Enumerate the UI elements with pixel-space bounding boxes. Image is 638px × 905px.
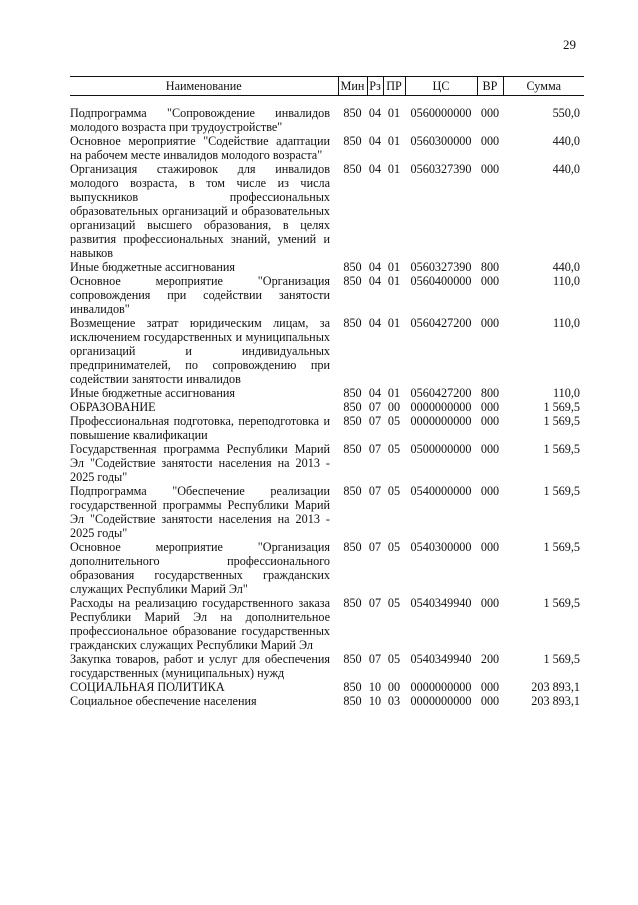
row-vr: 000 [480,274,500,288]
table-row [70,162,584,260]
row-name: Иные бюджетные ассигнования [70,386,236,400]
row-vr: 000 [480,442,500,456]
row-min: 850 [343,694,362,708]
row-sum: 440,0 [552,134,580,148]
row-name: Профессиональная подготовка, переподготовка и повышение квалификации [70,414,330,442]
row-name: Основное мероприятие "Организация сопровождения при содействии занятости инвалидов" [70,274,330,316]
row-name: Расходы на реализацию государственного заказа Республики Марий Эл на дополнительное профессиональное образование государственных гражданских служащих Республики Марий Эл [70,596,330,652]
row-cs: 0540300000 [410,540,472,554]
row-min: 850 [343,596,362,610]
row-vr: 000 [480,694,500,708]
row-name: Возмещение затрат юридическим лицам, за исключением государственных и муниципальных организаций и индивидуальных предпринимателей, по сопровождению при содействии занятости инвалидов [70,316,330,386]
row-name: Основное мероприятие "Содействие адаптации на рабочем месте инвалидов молодого возраста" [70,134,330,162]
row-pr: 01 [387,162,401,176]
row-rz: 04 [368,274,382,288]
table-row [70,316,584,386]
row-rz: 04 [368,260,382,274]
row-min: 850 [343,274,362,288]
row-rz: 07 [368,414,382,428]
row-pr: 00 [387,680,401,694]
row-name: Подпрограмма "Сопровождение инвалидов молодого возраста при трудоустройстве" [70,106,330,134]
row-rz: 04 [368,386,382,400]
row-pr: 01 [387,134,401,148]
table-row [70,260,584,274]
header-pr: ПР [383,77,405,96]
row-min: 850 [343,442,362,456]
page-number: 29 [563,37,576,52]
table-row [70,596,584,652]
row-cs: 0560300000 [410,134,472,148]
row-cs: 0560327390 [410,162,472,176]
table-row [70,540,584,596]
row-pr: 05 [387,596,401,610]
header-name: Наименование [70,77,338,96]
row-name: Иные бюджетные ассигнования [70,260,236,274]
row-rz: 07 [368,484,382,498]
table-row [70,442,584,484]
row-sum: 1 569,5 [543,540,580,554]
row-rz: 07 [368,400,382,414]
row-cs: 0560427200 [410,386,472,400]
row-min: 850 [343,680,362,694]
table-row [70,134,584,162]
table-row [70,484,584,540]
row-rz: 04 [368,162,382,176]
table-header-row [70,77,584,96]
row-min: 850 [343,652,362,666]
row-sum: 1 569,5 [543,596,580,610]
row-min: 850 [343,414,362,428]
row-pr: 00 [387,400,401,414]
row-sum: 110,0 [553,316,580,330]
row-vr: 000 [480,400,500,414]
row-rz: 07 [368,540,382,554]
row-vr: 000 [480,414,500,428]
row-name: ОБРАЗОВАНИЕ [70,400,156,414]
table-row [70,400,584,414]
row-cs: 0540349940 [410,596,472,610]
row-name: Подпрограмма "Обеспечение реализации государственной программы Республики Марий Эл "Содействие занятости населения на 2013 - 2025 годы" [70,484,330,540]
row-cs: 0540000000 [410,484,472,498]
row-rz: 10 [368,694,382,708]
row-name: Социальное обеспечение населения [70,694,257,708]
row-sum: 1 569,5 [543,400,580,414]
row-sum: 110,0 [553,386,580,400]
row-vr: 000 [480,540,500,554]
table-row [70,694,584,708]
row-pr: 01 [387,386,401,400]
row-cs: 0540349940 [410,652,472,666]
table-row [70,680,584,694]
table-row [70,386,584,400]
table-row [70,274,584,316]
row-min: 850 [343,400,362,414]
row-pr: 05 [387,652,401,666]
row-vr: 000 [480,316,500,330]
row-pr: 01 [387,260,401,274]
table-row [70,106,584,134]
row-min: 850 [343,386,362,400]
row-vr: 200 [480,652,500,666]
row-min: 850 [343,260,362,274]
row-cs: 0560327390 [410,260,472,274]
row-min: 850 [343,316,362,330]
row-rz: 07 [368,652,382,666]
row-cs: 0560000000 [410,106,472,120]
row-sum: 550,0 [552,106,580,120]
row-cs: 0500000000 [410,442,472,456]
row-sum: 203 893,1 [531,694,580,708]
row-vr: 000 [480,134,500,148]
row-cs: 0000000000 [410,400,472,414]
row-pr: 01 [387,274,401,288]
row-pr: 05 [387,414,401,428]
budget-table [70,76,584,708]
row-cs: 0560427200 [410,316,472,330]
row-rz: 07 [368,596,382,610]
row-vr: 800 [480,260,500,274]
row-pr: 01 [387,316,401,330]
table-row [70,414,584,442]
row-sum: 1 569,5 [543,484,580,498]
header-rz: Рз [367,77,383,96]
row-rz: 04 [368,134,382,148]
row-rz: 04 [368,316,382,330]
row-rz: 10 [368,680,382,694]
row-min: 850 [343,484,362,498]
row-vr: 000 [480,162,500,176]
row-min: 850 [343,540,362,554]
row-pr: 01 [387,106,401,120]
row-sum: 203 893,1 [531,680,580,694]
row-sum: 110,0 [553,274,580,288]
table-body [70,96,584,709]
header-vr: ВР [477,77,503,96]
row-vr: 000 [480,484,500,498]
row-pr: 05 [387,484,401,498]
row-rz: 04 [368,106,382,120]
row-vr: 000 [480,106,500,120]
row-min: 850 [343,106,362,120]
row-sum: 440,0 [552,260,580,274]
row-vr: 000 [480,680,500,694]
row-vr: 000 [480,596,500,610]
row-sum: 1 569,5 [543,442,580,456]
header-min: Мин [338,77,367,96]
row-vr: 800 [480,386,500,400]
row-min: 850 [343,162,362,176]
header-cs: ЦС [405,77,477,96]
row-pr: 03 [387,694,401,708]
row-pr: 05 [387,540,401,554]
row-cs: 0000000000 [410,680,472,694]
row-min: 850 [343,134,362,148]
row-name: Государственная программа Республики Марий Эл "Содействие занятости населения на 2013 - 2025 годы" [70,442,330,484]
row-pr: 05 [387,442,401,456]
row-name: Закупка товаров, работ и услуг для обеспечения государственных (муниципальных) нужд [70,652,330,680]
row-name: Организация стажировок для инвалидов молодого возраста, в том числе из числа выпускников профессиональных образовательных организаций и образовательных организаций высшего образования, в целях развития профессиональных знаний, умений и навыков [70,162,330,260]
row-sum: 1 569,5 [543,414,580,428]
row-cs: 0000000000 [410,694,472,708]
row-cs: 0560400000 [410,274,472,288]
row-cs: 0000000000 [410,414,472,428]
row-name: Основное мероприятие "Организация дополнительного профессионального образования государственных гражданских служащих Республики Марий Эл" [70,540,330,596]
header-sum: Сумма [503,77,584,96]
row-rz: 07 [368,442,382,456]
row-name: СОЦИАЛЬНАЯ ПОЛИТИКА [70,680,225,694]
row-sum: 1 569,5 [543,652,580,666]
row-sum: 440,0 [552,162,580,176]
table-row [70,652,584,680]
